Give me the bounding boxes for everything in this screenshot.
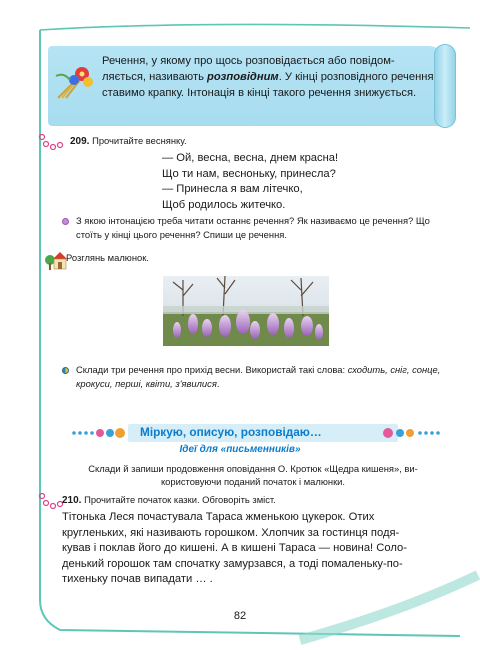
rule-text: Речення, у якому про щось розповідається або повідомляється, називають розповідним. У кінці розповідного речення ставимо крапку. Інтонація в кінці такого речення знижується.	[102, 55, 434, 99]
beads-marker-icon	[38, 131, 64, 151]
section-title: Міркую, описую, розповідаю…	[140, 425, 322, 439]
scroll-decoration	[434, 44, 456, 128]
bullet-icon	[62, 367, 69, 374]
story-line: Тітонька Леся почастувала Тараса жменькою цукерок. Отих	[62, 511, 375, 523]
task-number: 209.	[70, 136, 90, 147]
poem-line: Що ти нам, весноньку, принесла?	[162, 167, 336, 180]
compose-task: Склади три речення про прихід весни. Використай такі слова: сходить, сніг, сонце, крокуси, перші, квіти, з'явилися.	[76, 364, 441, 389]
story-text	[62, 510, 454, 588]
story-line: тихеньку почав випадати … .	[62, 573, 213, 586]
task-209-question: З якою інтонацією треба читати останнє речення? Як називаємо це речення? Що стоїть у кінці цього речення? Спиши це речення.	[76, 215, 430, 240]
house-tree-icon	[44, 248, 68, 272]
beads-marker-icon	[38, 490, 64, 510]
section-subtitle: Ідеї для «письменників»	[179, 444, 301, 455]
look-picture-text: Розглянь малюнок.	[66, 252, 149, 263]
flower-bouquet-icon	[52, 58, 100, 102]
poem-line: — Ой, весна, весна, днем красна!	[162, 152, 339, 164]
task-209-heading	[70, 135, 187, 147]
story-line: денький горошок там спочатку замурзався, а тоді помаленьку-по-	[62, 557, 403, 570]
page-number: 82	[233, 610, 247, 622]
poem-line: — Принесла я вам літечко,	[162, 183, 303, 196]
crocus-photo	[163, 276, 329, 346]
poem-line: Щоб родилось житечко.	[162, 198, 286, 211]
rule-term: розповідним	[207, 71, 279, 83]
compose-words: сходить, сніг, сонце, крокуси, перші, квіти, з'явилися	[76, 364, 441, 389]
section-instruction: Склади й запиши продовження оповідання О. Кротюк «Щедра кишеня», використовуючи поданий початок і малюнки.	[88, 463, 418, 487]
story-line: кругленьких, які називають горошком. Хлопчик за гостинця подя-	[62, 526, 400, 539]
task-instruction: Прочитайте веснянку.	[92, 135, 187, 146]
poem	[162, 151, 338, 213]
task-number: 210.	[62, 495, 82, 506]
task-210-heading	[62, 494, 276, 506]
story-line: кував і поклав його до кишені. А в кишені Тараса — новина! Соло-	[62, 542, 407, 555]
bullet-icon	[62, 218, 69, 225]
task-instruction: Прочитайте початок казки. Обговоріть зміст.	[84, 494, 276, 505]
